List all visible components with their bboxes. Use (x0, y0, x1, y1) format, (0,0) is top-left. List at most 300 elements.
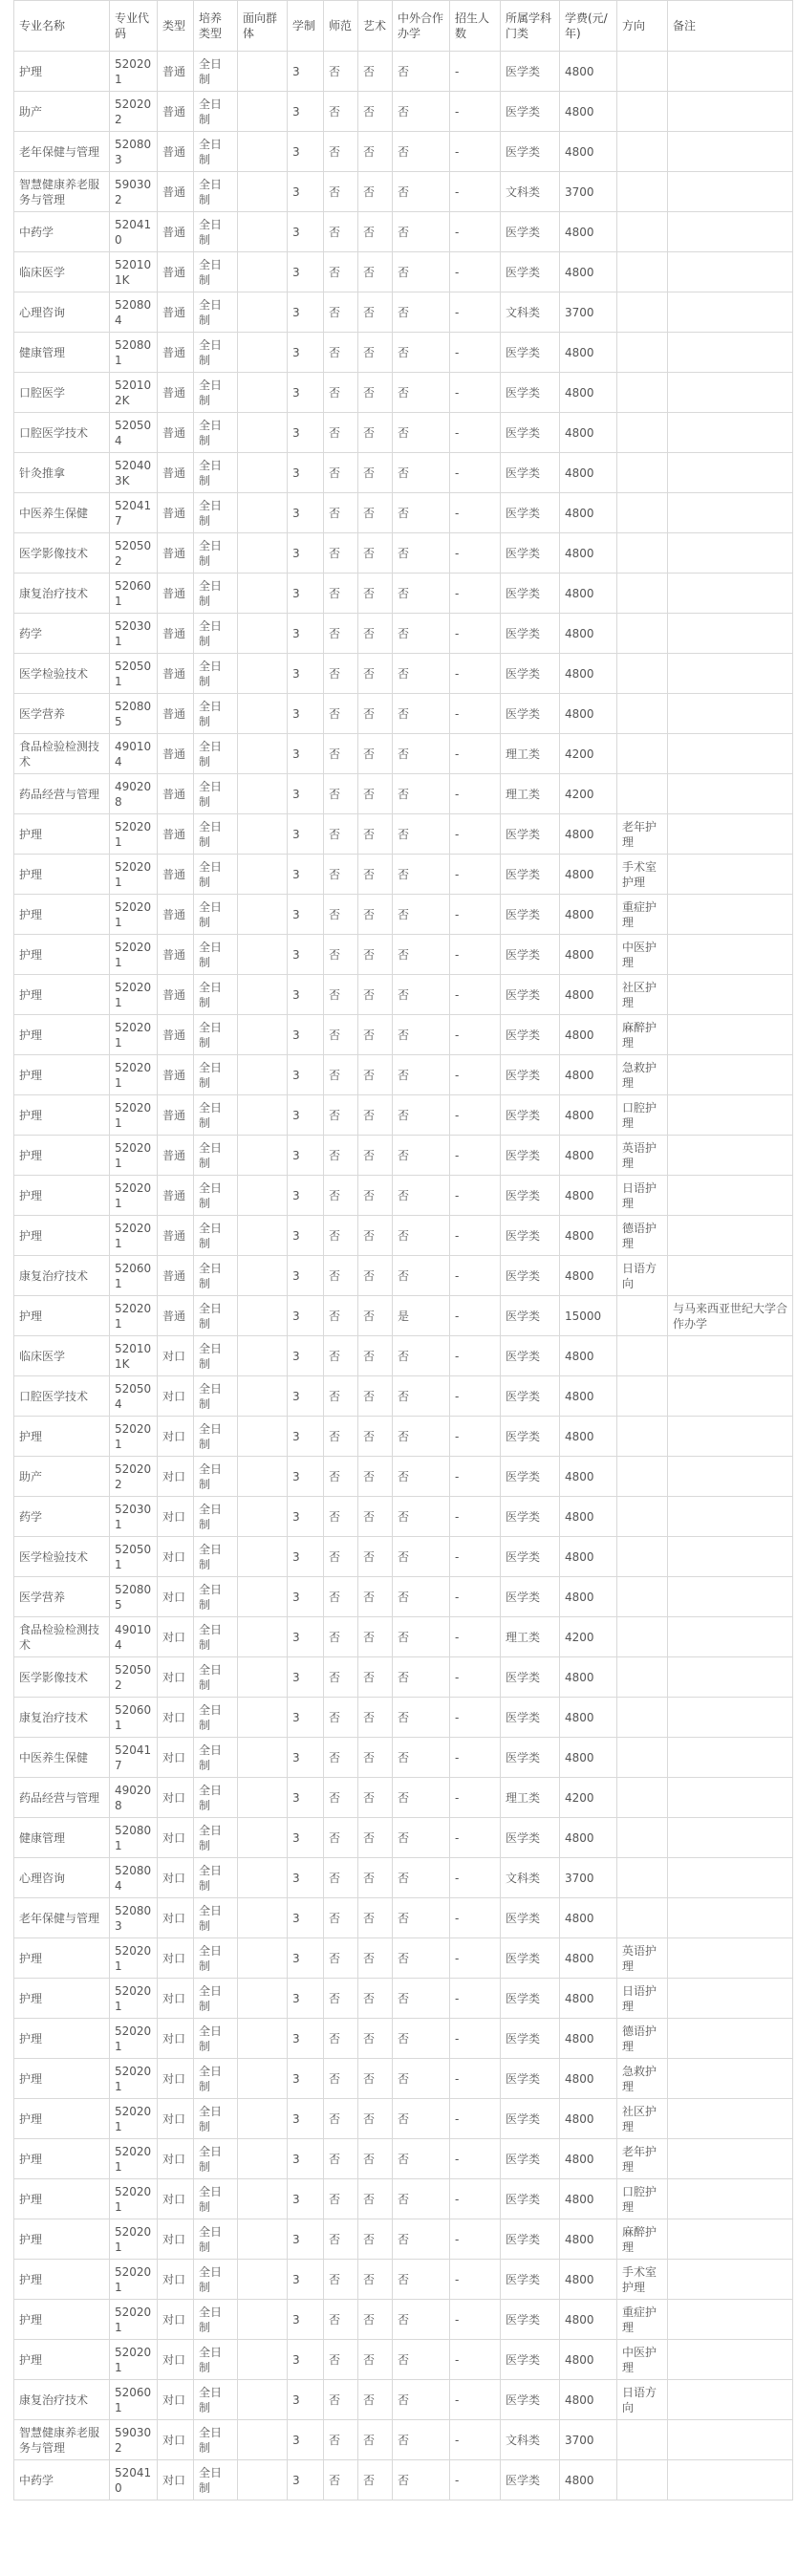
table-row (14, 2380, 793, 2420)
cell-art: 否 (358, 2420, 393, 2460)
cell-major-name: 护理 (14, 855, 110, 895)
cell-joint-program: 否 (393, 694, 450, 734)
cell-direction (617, 1698, 668, 1738)
table-row (14, 734, 793, 774)
cell-tuition: 4800 (560, 1497, 617, 1537)
cell-art: 否 (358, 2179, 393, 2219)
cell-category: 普通 (158, 132, 194, 172)
cell-major-name: 老年保健与管理 (14, 132, 110, 172)
cell-remarks (668, 1376, 793, 1417)
cell-tuition: 4800 (560, 1738, 617, 1778)
cell-target-group (238, 2340, 288, 2380)
cell-art: 否 (358, 132, 393, 172)
cell-duration: 3 (288, 212, 324, 252)
cell-enrollment: - (450, 172, 501, 212)
cell-art: 否 (358, 1256, 393, 1296)
cell-target-group (238, 1657, 288, 1698)
cell-tuition: 4800 (560, 2219, 617, 2260)
cell-enrollment: - (450, 2300, 501, 2340)
cell-enrollment: - (450, 614, 501, 654)
cell-joint-program: 否 (393, 1376, 450, 1417)
cell-discipline: 理工类 (501, 774, 560, 814)
cell-joint-program: 否 (393, 1938, 450, 1979)
cell-art: 否 (358, 2340, 393, 2380)
cell-duration: 3 (288, 1095, 324, 1136)
cell-target-group (238, 1376, 288, 1417)
cell-tuition: 3700 (560, 292, 617, 333)
cell-category: 对口 (158, 2260, 194, 2300)
cell-joint-program: 否 (393, 212, 450, 252)
cell-duration: 3 (288, 694, 324, 734)
cell-joint-program: 否 (393, 1698, 450, 1738)
cell-major-name: 护理 (14, 1176, 110, 1216)
cell-art: 否 (358, 2099, 393, 2139)
cell-remarks (668, 734, 793, 774)
header-remarks: 备注 (668, 1, 793, 52)
cell-major-code: 520201 (110, 1938, 158, 1979)
cell-major-code: 520201 (110, 1216, 158, 1256)
cell-direction (617, 132, 668, 172)
cell-category: 普通 (158, 1055, 194, 1095)
cell-enrollment: - (450, 694, 501, 734)
cell-normal-school: 否 (324, 132, 358, 172)
table-row (14, 172, 793, 212)
cell-target-group (238, 1296, 288, 1336)
cell-direction: 麻醉护理 (617, 2219, 668, 2260)
cell-target-group (238, 2460, 288, 2500)
cell-discipline: 医学类 (501, 333, 560, 373)
cell-study-mode: 全日制 (194, 1136, 238, 1176)
table-row (14, 1216, 793, 1256)
cell-major-name: 康复治疗技术 (14, 1698, 110, 1738)
cell-direction (617, 172, 668, 212)
cell-tuition: 4800 (560, 654, 617, 694)
cell-enrollment: - (450, 1497, 501, 1537)
cell-joint-program: 否 (393, 1176, 450, 1216)
cell-target-group (238, 493, 288, 533)
cell-target-group (238, 2139, 288, 2179)
cell-major-code: 520201 (110, 2260, 158, 2300)
cell-enrollment: - (450, 1898, 501, 1938)
cell-normal-school: 否 (324, 2300, 358, 2340)
cell-art: 否 (358, 333, 393, 373)
cell-remarks (668, 1256, 793, 1296)
cell-duration: 3 (288, 1417, 324, 1457)
cell-major-name: 临床医学 (14, 252, 110, 292)
cell-tuition: 4800 (560, 1657, 617, 1698)
cell-category: 普通 (158, 574, 194, 614)
cell-duration: 3 (288, 1818, 324, 1858)
cell-study-mode: 全日制 (194, 333, 238, 373)
header-discipline: 所属学科门类 (501, 1, 560, 52)
cell-category: 对口 (158, 2380, 194, 2420)
cell-remarks (668, 1898, 793, 1938)
cell-art: 否 (358, 373, 393, 413)
cell-duration: 3 (288, 2139, 324, 2179)
cell-enrollment: - (450, 2260, 501, 2300)
cell-direction (617, 252, 668, 292)
cell-tuition: 4800 (560, 252, 617, 292)
cell-normal-school: 否 (324, 92, 358, 132)
cell-joint-program: 否 (393, 855, 450, 895)
cell-tuition: 4800 (560, 1055, 617, 1095)
cell-direction (617, 1657, 668, 1698)
cell-tuition: 4800 (560, 2460, 617, 2500)
cell-tuition: 4800 (560, 614, 617, 654)
cell-major-code: 520102K (110, 373, 158, 413)
cell-major-name: 护理 (14, 2019, 110, 2059)
cell-tuition: 4800 (560, 413, 617, 453)
cell-major-code: 520801 (110, 1818, 158, 1858)
cell-tuition: 4800 (560, 855, 617, 895)
cell-enrollment: - (450, 734, 501, 774)
cell-direction (617, 574, 668, 614)
cell-major-name: 针灸推拿 (14, 453, 110, 493)
cell-target-group (238, 1537, 288, 1577)
table-row (14, 1015, 793, 1055)
cell-duration: 3 (288, 1376, 324, 1417)
cell-normal-school: 否 (324, 1858, 358, 1898)
cell-enrollment: - (450, 654, 501, 694)
cell-target-group (238, 1497, 288, 1537)
cell-normal-school: 否 (324, 935, 358, 975)
cell-art: 否 (358, 814, 393, 855)
cell-target-group (238, 1095, 288, 1136)
cell-discipline: 医学类 (501, 975, 560, 1015)
cell-joint-program: 否 (393, 52, 450, 92)
cell-art: 否 (358, 52, 393, 92)
cell-joint-program: 否 (393, 1738, 450, 1778)
cell-joint-program: 否 (393, 2460, 450, 2500)
table-row (14, 52, 793, 92)
cell-art: 否 (358, 935, 393, 975)
cell-major-code: 520502 (110, 1657, 158, 1698)
cell-discipline: 医学类 (501, 895, 560, 935)
cell-major-code: 520803 (110, 1898, 158, 1938)
cell-major-name: 护理 (14, 2099, 110, 2139)
cell-direction (617, 413, 668, 453)
cell-study-mode: 全日制 (194, 1296, 238, 1336)
cell-major-code: 520201 (110, 2019, 158, 2059)
cell-direction (617, 333, 668, 373)
cell-study-mode: 全日制 (194, 574, 238, 614)
cell-normal-school: 否 (324, 1657, 358, 1698)
cell-major-name: 助产 (14, 92, 110, 132)
cell-discipline: 医学类 (501, 453, 560, 493)
cell-major-name: 护理 (14, 2139, 110, 2179)
cell-joint-program: 否 (393, 1055, 450, 1095)
cell-direction (617, 1457, 668, 1497)
cell-category: 普通 (158, 1176, 194, 1216)
table-row (14, 774, 793, 814)
cell-art: 否 (358, 2380, 393, 2420)
cell-direction: 日语护理 (617, 1176, 668, 1216)
cell-tuition: 3700 (560, 172, 617, 212)
cell-major-name: 护理 (14, 1938, 110, 1979)
cell-normal-school: 否 (324, 1417, 358, 1457)
table-row (14, 92, 793, 132)
cell-enrollment: - (450, 1858, 501, 1898)
cell-major-code: 520201 (110, 1979, 158, 2019)
cell-enrollment: - (450, 1296, 501, 1336)
cell-remarks (668, 1778, 793, 1818)
cell-joint-program: 否 (393, 574, 450, 614)
cell-category: 普通 (158, 975, 194, 1015)
cell-enrollment: - (450, 895, 501, 935)
cell-enrollment: - (450, 1457, 501, 1497)
cell-art: 否 (358, 975, 393, 1015)
cell-tuition: 4200 (560, 1617, 617, 1657)
cell-major-code: 520301 (110, 614, 158, 654)
cell-discipline: 医学类 (501, 654, 560, 694)
cell-major-code: 520410 (110, 2460, 158, 2500)
table-row (14, 1858, 793, 1898)
cell-art: 否 (358, 1015, 393, 1055)
cell-duration: 3 (288, 935, 324, 975)
cell-joint-program: 否 (393, 2019, 450, 2059)
cell-remarks (668, 1818, 793, 1858)
cell-remarks (668, 2139, 793, 2179)
cell-major-code: 590302 (110, 172, 158, 212)
cell-study-mode: 全日制 (194, 2260, 238, 2300)
cell-remarks (668, 1136, 793, 1176)
cell-tuition: 4800 (560, 1216, 617, 1256)
cell-target-group (238, 172, 288, 212)
cell-normal-school: 否 (324, 1216, 358, 1256)
cell-duration: 3 (288, 1979, 324, 2019)
cell-joint-program: 否 (393, 1457, 450, 1497)
cell-tuition: 4800 (560, 2099, 617, 2139)
cell-duration: 3 (288, 1577, 324, 1617)
cell-category: 普通 (158, 292, 194, 333)
cell-joint-program: 否 (393, 2380, 450, 2420)
cell-target-group (238, 1015, 288, 1055)
header-tuition: 学费(元/年) (560, 1, 617, 52)
cell-enrollment: - (450, 1577, 501, 1617)
cell-duration: 3 (288, 855, 324, 895)
cell-enrollment: - (450, 814, 501, 855)
cell-direction: 社区护理 (617, 2099, 668, 2139)
cell-direction (617, 1617, 668, 1657)
cell-remarks (668, 292, 793, 333)
cell-major-name: 护理 (14, 935, 110, 975)
cell-normal-school: 否 (324, 774, 358, 814)
cell-category: 普通 (158, 855, 194, 895)
cell-study-mode: 全日制 (194, 2460, 238, 2500)
cell-duration: 3 (288, 1055, 324, 1095)
cell-joint-program: 否 (393, 1095, 450, 1136)
cell-discipline: 文科类 (501, 292, 560, 333)
cell-target-group (238, 1818, 288, 1858)
cell-tuition: 4800 (560, 2139, 617, 2179)
cell-duration: 3 (288, 92, 324, 132)
cell-study-mode: 全日制 (194, 1657, 238, 1698)
cell-remarks (668, 2460, 793, 2500)
cell-normal-school: 否 (324, 533, 358, 574)
table-row (14, 1898, 793, 1938)
cell-direction (617, 2460, 668, 2500)
cell-remarks (668, 172, 793, 212)
cell-study-mode: 全日制 (194, 1176, 238, 1216)
cell-joint-program: 否 (393, 2099, 450, 2139)
cell-duration: 3 (288, 1336, 324, 1376)
cell-joint-program: 否 (393, 814, 450, 855)
cell-normal-school: 否 (324, 1336, 358, 1376)
cell-tuition: 4800 (560, 1417, 617, 1457)
cell-joint-program: 否 (393, 975, 450, 1015)
cell-art: 否 (358, 1778, 393, 1818)
cell-target-group (238, 975, 288, 1015)
cell-art: 否 (358, 2219, 393, 2260)
table-row (14, 814, 793, 855)
cell-normal-school: 否 (324, 1738, 358, 1778)
cell-enrollment: - (450, 493, 501, 533)
cell-study-mode: 全日制 (194, 533, 238, 574)
cell-major-name: 药学 (14, 614, 110, 654)
cell-joint-program: 否 (393, 2059, 450, 2099)
cell-direction: 重症护理 (617, 895, 668, 935)
cell-major-code: 520417 (110, 493, 158, 533)
cell-joint-program: 否 (393, 92, 450, 132)
cell-major-name: 口腔医学技术 (14, 413, 110, 453)
cell-major-name: 药品经营与管理 (14, 774, 110, 814)
cell-major-code: 520201 (110, 975, 158, 1015)
cell-joint-program: 否 (393, 1617, 450, 1657)
cell-joint-program: 否 (393, 2260, 450, 2300)
cell-art: 否 (358, 453, 393, 493)
cell-enrollment: - (450, 574, 501, 614)
cell-art: 否 (358, 1577, 393, 1617)
cell-duration: 3 (288, 734, 324, 774)
cell-major-code: 520201 (110, 2300, 158, 2340)
cell-major-name: 护理 (14, 52, 110, 92)
cell-duration: 3 (288, 1657, 324, 1698)
cell-normal-school: 否 (324, 1457, 358, 1497)
cell-normal-school: 否 (324, 895, 358, 935)
cell-category: 普通 (158, 895, 194, 935)
cell-normal-school: 否 (324, 1095, 358, 1136)
cell-major-name: 健康管理 (14, 1818, 110, 1858)
cell-normal-school: 否 (324, 574, 358, 614)
cell-art: 否 (358, 212, 393, 252)
cell-major-name: 口腔医学技术 (14, 1376, 110, 1417)
cell-major-name: 护理 (14, 2179, 110, 2219)
cell-major-name: 助产 (14, 1457, 110, 1497)
cell-direction: 中医护理 (617, 2340, 668, 2380)
cell-normal-school: 否 (324, 1979, 358, 2019)
table-row (14, 1577, 793, 1617)
cell-discipline: 医学类 (501, 574, 560, 614)
cell-major-code: 520501 (110, 654, 158, 694)
cell-normal-school: 否 (324, 493, 358, 533)
cell-category: 普通 (158, 252, 194, 292)
cell-art: 否 (358, 2139, 393, 2179)
cell-target-group (238, 1698, 288, 1738)
cell-major-name: 护理 (14, 2300, 110, 2340)
cell-art: 否 (358, 1617, 393, 1657)
cell-discipline: 医学类 (501, 2019, 560, 2059)
cell-normal-school: 否 (324, 855, 358, 895)
cell-discipline: 文科类 (501, 172, 560, 212)
cell-study-mode: 全日制 (194, 895, 238, 935)
cell-major-name: 康复治疗技术 (14, 1256, 110, 1296)
cell-major-name: 护理 (14, 2260, 110, 2300)
cell-art: 否 (358, 895, 393, 935)
cell-study-mode: 全日制 (194, 654, 238, 694)
table-row (14, 1698, 793, 1738)
cell-major-code: 520101K (110, 1336, 158, 1376)
cell-major-code: 490208 (110, 1778, 158, 1818)
cell-tuition: 4800 (560, 2300, 617, 2340)
cell-study-mode: 全日制 (194, 2059, 238, 2099)
cell-major-name: 护理 (14, 1296, 110, 1336)
cell-remarks (668, 935, 793, 975)
cell-target-group (238, 2179, 288, 2219)
cell-duration: 3 (288, 814, 324, 855)
cell-discipline: 医学类 (501, 1417, 560, 1457)
cell-study-mode: 全日制 (194, 413, 238, 453)
cell-discipline: 医学类 (501, 413, 560, 453)
cell-category: 对口 (158, 1979, 194, 2019)
cell-joint-program: 否 (393, 413, 450, 453)
cell-duration: 3 (288, 132, 324, 172)
cell-direction (617, 1858, 668, 1898)
cell-remarks (668, 2420, 793, 2460)
table-row (14, 2179, 793, 2219)
cell-major-name: 健康管理 (14, 333, 110, 373)
cell-direction: 社区护理 (617, 975, 668, 1015)
cell-major-name: 护理 (14, 2059, 110, 2099)
cell-discipline: 医学类 (501, 1336, 560, 1376)
cell-normal-school: 否 (324, 1698, 358, 1738)
cell-remarks (668, 975, 793, 1015)
cell-major-code: 520201 (110, 1055, 158, 1095)
cell-major-name: 医学检验技术 (14, 1537, 110, 1577)
cell-joint-program: 否 (393, 1417, 450, 1457)
cell-study-mode: 全日制 (194, 814, 238, 855)
cell-enrollment: - (450, 132, 501, 172)
cell-duration: 3 (288, 2420, 324, 2460)
cell-tuition: 3700 (560, 1858, 617, 1898)
cell-major-name: 护理 (14, 895, 110, 935)
cell-tuition: 4800 (560, 212, 617, 252)
cell-discipline: 医学类 (501, 1015, 560, 1055)
cell-category: 普通 (158, 92, 194, 132)
cell-major-name: 医学营养 (14, 694, 110, 734)
cell-target-group (238, 373, 288, 413)
cell-art: 否 (358, 2059, 393, 2099)
table-row (14, 855, 793, 895)
cell-major-code: 520201 (110, 1296, 158, 1336)
cell-art: 否 (358, 1296, 393, 1336)
cell-enrollment: - (450, 1537, 501, 1577)
cell-tuition: 4800 (560, 1979, 617, 2019)
cell-major-name: 护理 (14, 1417, 110, 1457)
cell-enrollment: - (450, 453, 501, 493)
cell-tuition: 4800 (560, 1818, 617, 1858)
cell-duration: 3 (288, 654, 324, 694)
cell-study-mode: 全日制 (194, 252, 238, 292)
cell-duration: 3 (288, 1136, 324, 1176)
cell-joint-program: 否 (393, 774, 450, 814)
cell-direction (617, 2420, 668, 2460)
cell-direction (617, 1577, 668, 1617)
cell-duration: 3 (288, 1015, 324, 1055)
table-row (14, 1095, 793, 1136)
cell-enrollment: - (450, 292, 501, 333)
cell-target-group (238, 895, 288, 935)
cell-normal-school: 否 (324, 814, 358, 855)
